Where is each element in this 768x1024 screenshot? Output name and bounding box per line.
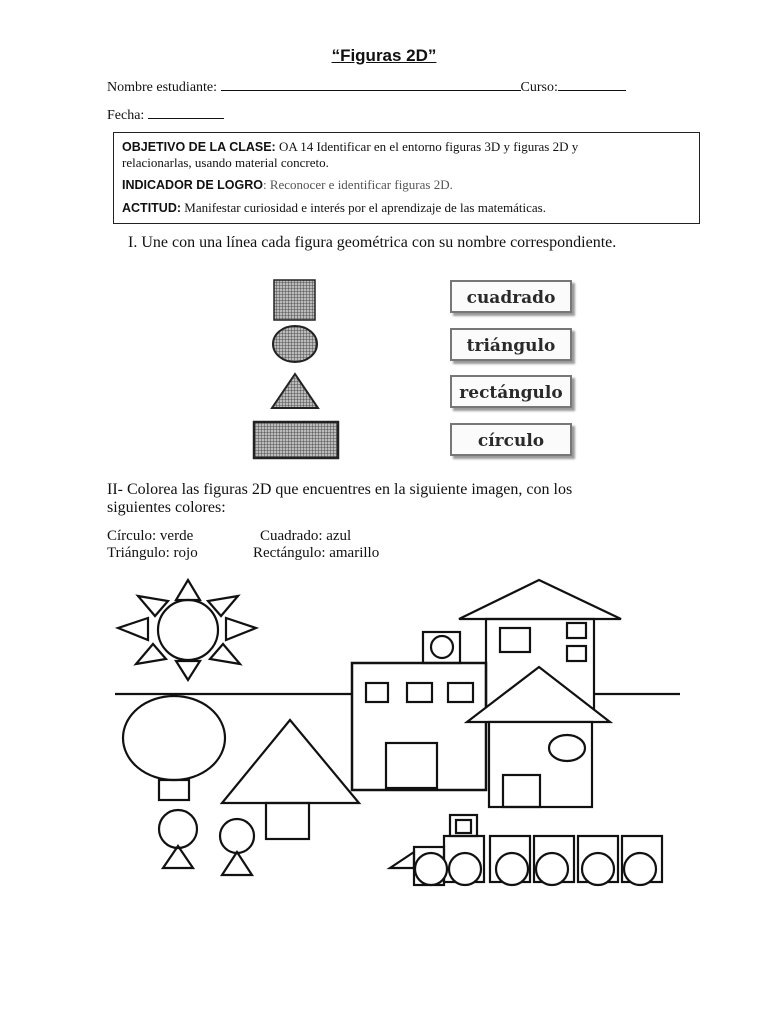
train-wheel-circle <box>624 853 656 885</box>
color-square: Cuadrado: azul <box>260 528 352 544</box>
sun-ray <box>210 644 240 664</box>
tower-window-square <box>567 623 586 638</box>
sun <box>118 580 256 680</box>
person-body-triangle <box>222 852 252 875</box>
sun-ray <box>226 618 256 640</box>
name-box-circulo[interactable]: círculo <box>450 423 572 456</box>
color-rectangle: Rectángulo: amarillo <box>253 545 380 561</box>
person-2 <box>220 819 254 875</box>
name-box-cuadrado[interactable]: cuadrado <box>450 280 572 313</box>
student-name-label: Nombre estudiante: <box>107 80 218 95</box>
section2-instruction-2: siguientes colores: <box>107 499 226 516</box>
course-label: Curso: <box>520 80 558 95</box>
person-head-circle <box>159 810 197 848</box>
train-front-triangle <box>390 852 414 868</box>
date-label: Fecha: <box>107 108 145 123</box>
tower-roof-triangle <box>459 580 621 619</box>
objective-label: OBJETIVO DE LA CLASE: <box>122 140 276 154</box>
section1-instruction: I. Une con una línea cada figura geométrica con su nombre correspondiente. <box>128 234 617 251</box>
objective-text-1: OA 14 Identificar en el entorno figuras 3D y figuras 2D y <box>278 139 579 154</box>
train-wheel-circle <box>536 853 568 885</box>
tree-top-circle <box>123 696 225 780</box>
pine-tree <box>222 720 359 839</box>
color-circle: Círculo: verde <box>107 528 194 544</box>
name-box-rectangulo[interactable]: rectángulo <box>450 375 572 408</box>
indicator-text: : Reconocer e identificar figuras 2D. <box>262 177 453 192</box>
building-door-rectangle <box>386 743 437 788</box>
person-1 <box>159 810 197 868</box>
name-box-triangulo[interactable]: triángulo <box>450 328 572 361</box>
tower-window-square <box>500 628 530 652</box>
tower-window-square <box>567 646 586 661</box>
tree-trunk-square <box>159 780 189 800</box>
building <box>352 632 486 790</box>
building-window-square <box>448 683 473 702</box>
train <box>390 815 662 885</box>
train-wheel-circle <box>415 853 447 885</box>
train-wheel-circle <box>449 853 481 885</box>
attitude-label: ACTITUD: <box>122 201 182 215</box>
sun-ray <box>136 644 166 664</box>
building-window-circle <box>431 636 453 658</box>
indicator-label: INDICADOR DE LOGRO <box>122 178 263 192</box>
train-wheel-circle <box>582 853 614 885</box>
house-roof-triangle <box>467 667 610 722</box>
person-body-triangle <box>163 846 193 868</box>
sun-ray <box>176 661 200 680</box>
page-title: “Figuras 2D” <box>331 46 437 65</box>
house <box>467 667 610 807</box>
building-window-square <box>407 683 432 702</box>
building-window-square <box>366 683 388 702</box>
train-window-square <box>456 820 471 833</box>
section2-instruction-1: II- Colorea las figuras 2D que encuentres en la siguiente imagen, con los <box>107 481 573 498</box>
objective-text-2: relacionarlas, usando material concreto. <box>122 155 329 170</box>
sun-ray <box>176 580 200 600</box>
tree <box>123 696 225 800</box>
sun-circle <box>158 600 218 660</box>
sun-ray <box>118 618 148 640</box>
train-wheel-circle <box>496 853 528 885</box>
pine-triangle <box>222 720 359 803</box>
person-head-circle <box>220 819 254 853</box>
pine-trunk-square <box>266 803 309 839</box>
attitude-text: Manifestar curiosidad e interés por el aprendizaje de las matemáticas. <box>184 200 546 215</box>
color-triangle: Triángulo: rojo <box>107 545 198 561</box>
